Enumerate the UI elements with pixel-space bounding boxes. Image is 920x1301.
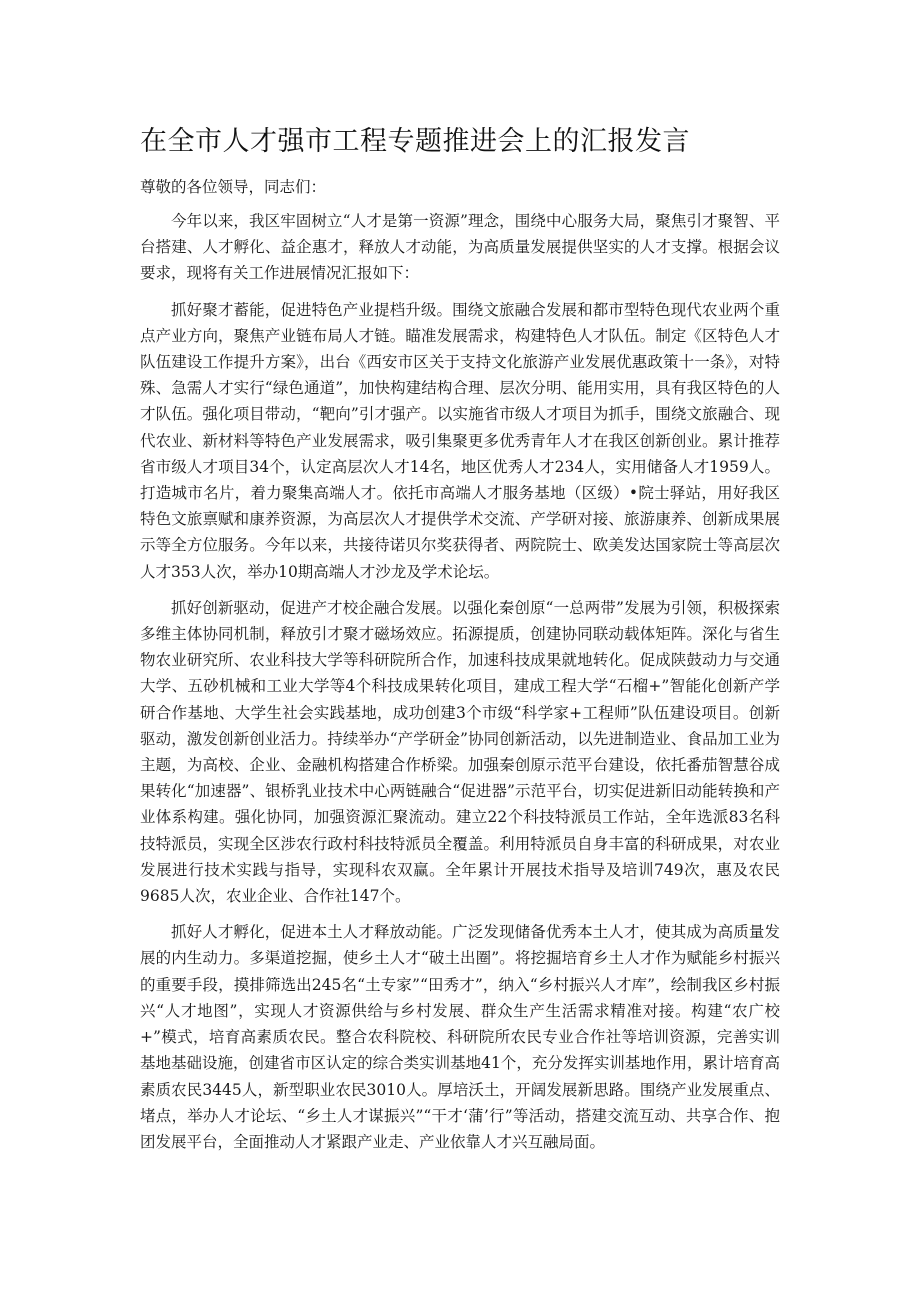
document-title: 在全市人才强市工程专题推进会上的汇报发言 <box>140 126 690 157</box>
paragraph-innovation-driven: 抓好创新驱动，促进产才校企融合发展。以强化秦创原“一总两带”发展为引领，积极探索多维主体协同机制，释放引才聚才磁场效应。拓源提质，创建协同联动载体矩阵。深化与省生物农业研究所、农业科技大学等科研院所合作，加速科技成果就地转化。促成陕鼓动力与交通大学、五砂机械和工业大学等4个科技成果转化项目，建成工程大学“石榴+”智能化创新产学研合作基地、大学生社会实践基地，成功创建3个市级“科学家+工程师”队伍建设项目。创新驱动，激发创新创业活力。持续举办“产学研金”协同创新活动，以先进制造业、食品加工业为主题，为高校、企业、金融机构搭建合作桥梁。加强秦创原示范平台建设，依托番茄智慧谷成果转化“加速器”、银桥乳业技术中心两链融合“促进器”示范平台，切实促进新旧动能转换和产业体系构建。强化协同，加强资源汇聚流动。建立22个科技特派员工作站，全年选派83名科技特派员，实现全区涉农行政村科技特派员全覆盖。利用特派员自身丰富的科研成果，对农业发展进行技术实践与指导，实现科农双赢。全年累计开展技术指导及培训749次，惠及农民9685人次，农业企业、合作社147个。 <box>140 598 780 906</box>
paragraph-talent-incubation: 抓好人才孵化，促进本土人才释放动能。广泛发现储备优秀本土人才，使其成为高质量发展的内生动力。多渠道挖掘，使乡土人才“破土出圈”。将挖掘培育乡土人才作为赋能乡村振兴的重要手段，摸排筛选出245名“土专家”“田秀才”，纳入“乡村振兴人才库”，绘制我区乡村振兴“人才地图”，实现人才资源供给与乡村发展、群众生产生活需求精准对接。构建“农广校+”模式，培育高素质农民。整合农科院校、科研院所农民专业合作社等培训资源，完善实训基地基础设施，创建省市区认定的综合类实训基地41个，充分发挥实训基地作用，累计培育高素质农民3445人，新型职业农民3010人。厚培沃土，开阔发展新思路。围绕产业发展重点、堵点，举办人才论坛、“乡土人才谋振兴”“干才‘蒲’行”等活动，搭建交流互动、共享合作、抱团发展平台，全面推动人才紧跟产业走、产业依靠人才兴互融局面。 <box>140 923 780 1151</box>
paragraph-intro: 今年以来，我区牢固树立“人才是第一资源”理念，围绕中心服务大局，聚焦引才聚智、平台搭建、人才孵化、益企惠才，释放人才动能，为高质量发展提供坚实的人才支撑。根据会议要求，现将有关工作进展情况汇报如下： <box>140 212 780 283</box>
document-page <box>140 122 780 1165</box>
paragraph-talent-gathering: 抓好聚才蓄能，促进特色产业提档升级。围绕文旅融合发展和都市型特色现代农业两个重点产业方向，聚焦产业链布局人才链。瞄准发展需求，构建特色人才队伍。制定《区特色人才队伍建设工作提升方案》，出台《西安市区关于支持文化旅游产业发展优惠政策十一条》，对特殊、急需人才实行“绿色通道”，加快构建结构合理、层次分明、能用实用，具有我区特色的人才队伍。强化项目带动，“靶向”引才强产。以实施省市级人才项目为抓手，围绕文旅融合、现代农业、新材料等特色产业发展需求，吸引集聚更多优秀青年人才在我区创新创业。累计推荐省市级人才项目34个，认定高层次人才14名，地区优秀人才234人，实用储备人才1959人。打造城市名片，着力聚集高端人才。依托市高端人才服务基地（区级）•院士驿站，用好我区特色文旅禀赋和康养资源，为高层次人才提供学术交流、产学研对接、旅游康养、创新成果展示等全方位服务。今年以来，共接待诺贝尔奖获得者、两院院士、欧美发达国家院士等高层次人才353人次，举办10期高端人才沙龙及学术论坛。 <box>140 300 780 581</box>
salutation: 尊敬的各位领导，同志们： <box>140 178 327 196</box>
